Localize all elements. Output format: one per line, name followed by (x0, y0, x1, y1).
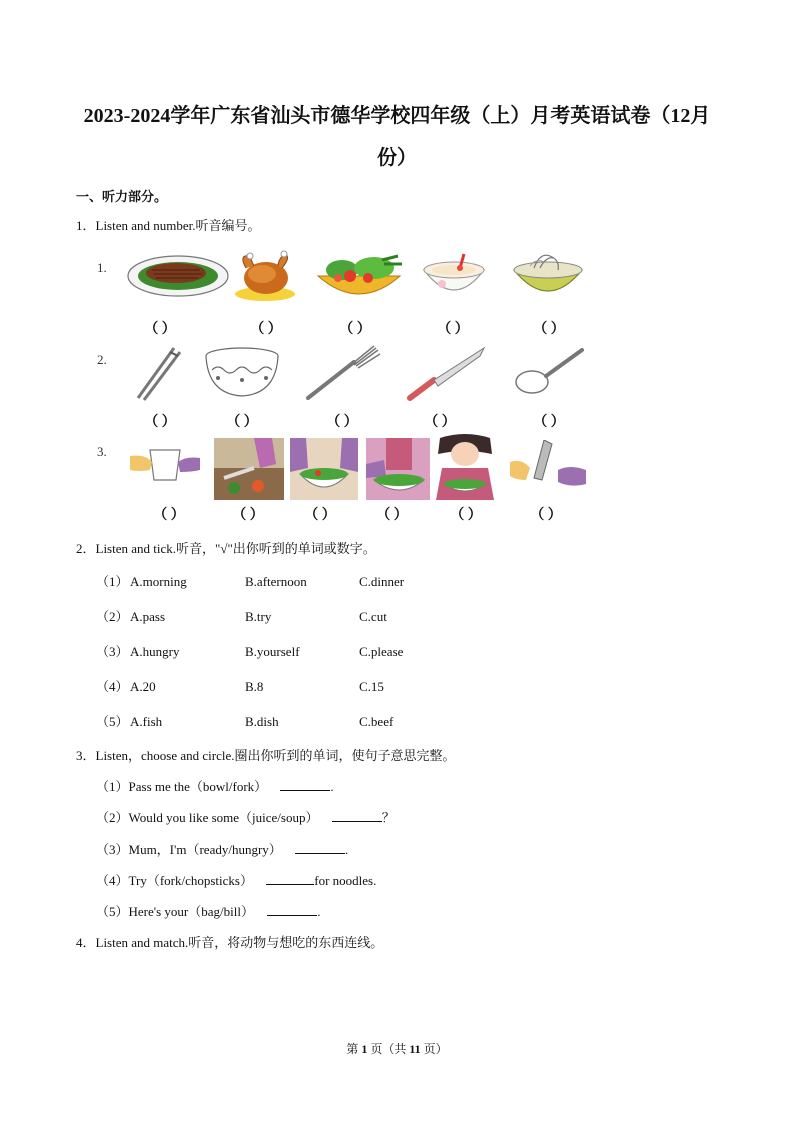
answer-paren: （ ） (153, 508, 185, 523)
answer-blank[interactable] (267, 903, 317, 916)
q3-item-number: （5） (96, 904, 129, 919)
q2-option-a: A.fish (130, 714, 163, 729)
chopsticks-icon (132, 344, 186, 402)
q2-option-b: B.try (245, 609, 272, 624)
noodle-bowl-icon (510, 248, 586, 304)
q2-option-c: C.cut (359, 609, 387, 624)
q3-item-text: Pass me the（bowl/fork） (128, 779, 268, 794)
q3-item (96, 841, 348, 859)
footer-suffix: 页） (423, 1042, 448, 1056)
section-heading-listening: 一、听力部分。 (76, 189, 168, 204)
answer-paren: （ ） (144, 415, 176, 430)
serving-salad-icon (366, 438, 432, 500)
answer-blank[interactable] (295, 841, 345, 854)
q2-option-c: C.15 (359, 679, 384, 694)
q3-heading: 3．Listen，choose and circle.圈出你听到的单词，使句子意思完整。 (76, 748, 456, 763)
footer-total-pages: 11 (409, 1042, 421, 1056)
q3-item-number: （1） (96, 779, 129, 794)
answer-paren: （ ） (376, 508, 408, 523)
q2-option-b: B.8 (245, 679, 264, 694)
q2-option-c: C.beef (359, 714, 394, 729)
footer-page-number: 1 (361, 1042, 368, 1056)
answer-paren: （ ） (450, 508, 482, 523)
footer-prefix: 第 (346, 1042, 359, 1056)
q3-item-end: . (345, 842, 349, 857)
q4-heading: 4．Listen and match.听音，将动物与想吃的东西连线。 (76, 935, 384, 950)
answer-paren: （ ） (530, 508, 562, 523)
vegetable-bowl-icon (312, 250, 406, 304)
q3-item (96, 778, 334, 796)
q3-item-number: （3） (96, 842, 129, 857)
answer-paren: （ ） (304, 508, 336, 523)
q3-item-text: Here's your（bag/bill） (128, 904, 254, 919)
q3-item-end: for noodles. (314, 873, 377, 888)
answer-paren: （ ） (437, 322, 469, 337)
q2-option-b: B.afternoon (245, 574, 307, 589)
knife-hand-icon (508, 440, 586, 496)
q2-option-b: B.dish (245, 714, 279, 729)
q3-item (96, 903, 320, 921)
q3-item (96, 809, 395, 827)
q3-item-text: Would you like some（juice/soup） (128, 810, 319, 825)
q3-item-number: （2） (96, 810, 129, 825)
answer-paren: （ ） (326, 415, 358, 430)
answer-paren: （ ） (144, 322, 176, 337)
page-footer (0, 1040, 794, 1057)
page-title-line2: 份） (377, 147, 417, 169)
q2-item-number: （1） (96, 574, 129, 589)
q2-item-number: （4） (96, 679, 129, 694)
q2-item-number: （3） (96, 644, 129, 659)
mixing-salad-icon (290, 438, 358, 500)
cup-hands-icon (130, 440, 200, 492)
footer-middle: 页（共 (370, 1042, 407, 1056)
answer-paren: （ ） (533, 322, 565, 337)
q3-item (96, 872, 376, 890)
q3-item-text: Try（fork/chopsticks） (128, 873, 253, 888)
answer-paren: （ ） (250, 322, 282, 337)
answer-blank[interactable] (280, 778, 330, 791)
answer-paren: （ ） (339, 322, 371, 337)
q1-heading: 1．Listen and number.听音编号。 (76, 218, 261, 233)
q3-item-end: . (330, 779, 334, 794)
q2-option-a: A.20 (130, 679, 156, 694)
row-number-2: 2. (97, 352, 107, 367)
q2-option-b: B.yourself (245, 644, 300, 659)
q2-option-a: A.hungry (130, 644, 180, 659)
q2-option-c: C.please (359, 644, 404, 659)
answer-paren: （ ） (424, 415, 456, 430)
q3-item-end: . (317, 904, 321, 919)
q2-item-number: （2） (96, 609, 129, 624)
roast-chicken-icon (232, 248, 298, 304)
q3-item-number: （4） (96, 873, 129, 888)
fork-icon (302, 344, 382, 402)
answer-blank[interactable] (332, 809, 382, 822)
soup-bowl-icon (420, 252, 488, 300)
answer-paren: （ ） (232, 508, 264, 523)
bowl-icon (202, 344, 282, 402)
answer-blank[interactable] (266, 872, 314, 885)
q3-item-text: Mum，I'm（ready/hungry） (128, 842, 282, 857)
woman-salad-icon (430, 434, 500, 500)
q2-option-c: C.dinner (359, 574, 405, 589)
row-number-3: 3. (97, 444, 107, 459)
q2-heading: 2．Listen and tick.听音，"√"出你听到的单词或数字。 (76, 541, 376, 556)
row-number-1: 1. (97, 260, 107, 275)
knife-icon (404, 344, 488, 402)
steak-plate-icon (126, 250, 230, 300)
spoon-icon (512, 344, 588, 402)
q2-item-number: （5） (96, 714, 129, 729)
answer-paren: （ ） (226, 415, 258, 430)
page-title-line1: 2023-2024学年广东省汕头市德华学校四年级（上）月考英语试卷（12月 (83, 105, 711, 127)
q2-option-a: A.morning (130, 574, 187, 589)
q2-option-a: A.pass (130, 609, 166, 624)
q3-item-end: ？ (381, 810, 395, 825)
cutting-food-icon (214, 438, 284, 500)
answer-paren: （ ） (533, 415, 565, 430)
